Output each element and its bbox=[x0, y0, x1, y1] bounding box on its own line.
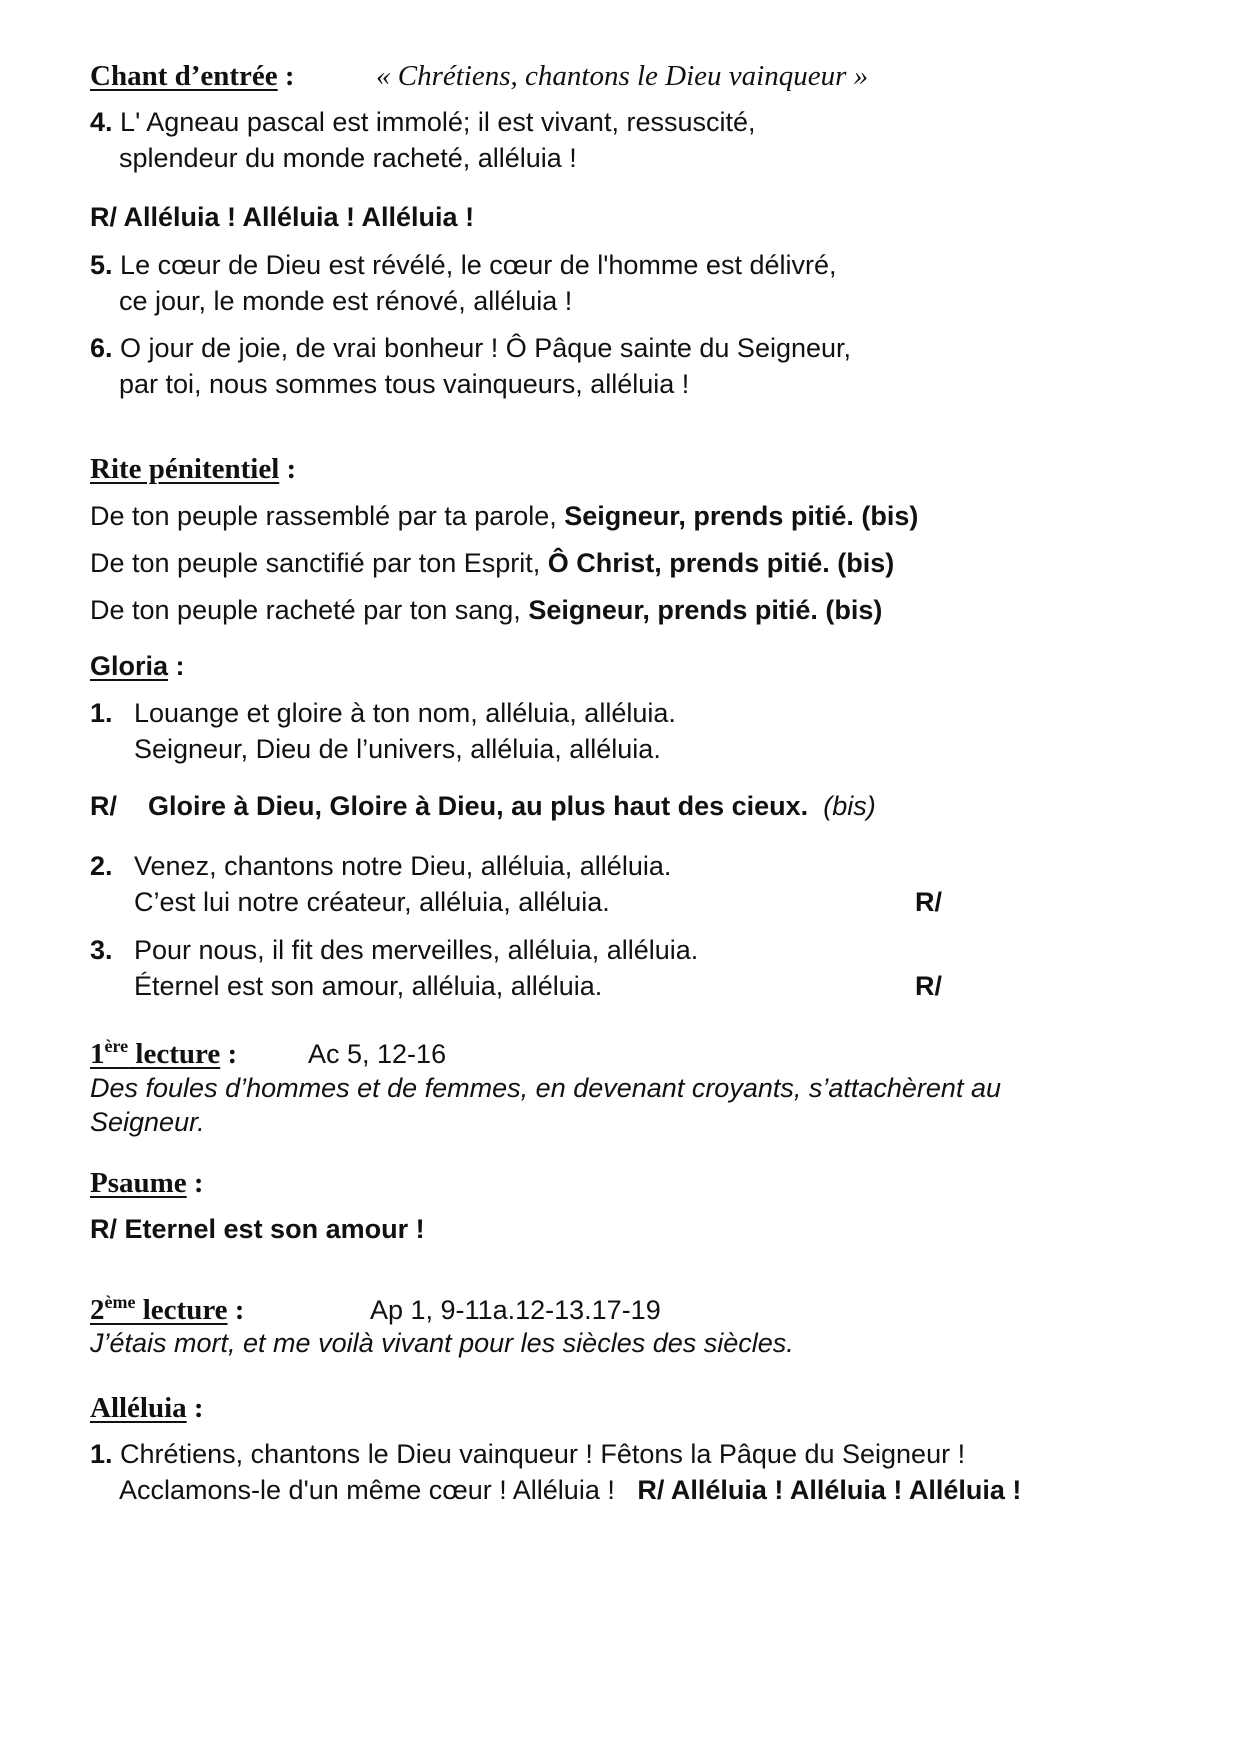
alleluia-heading bbox=[90, 1388, 1151, 1428]
verse-text: Pour nous, il fit des merveilles, alléluia, alléluia. bbox=[134, 935, 699, 965]
verse-number: 1. bbox=[90, 698, 113, 728]
lecture2-reference: Ap 1, 9-11a.12-13.17-19 bbox=[370, 1295, 661, 1325]
gloria-label: Gloria bbox=[90, 651, 169, 681]
rite-label: Rite pénitentiel bbox=[90, 453, 280, 485]
alleluia-sep: : bbox=[186, 1392, 204, 1424]
verse-text: O jour de joie, de vrai bonheur ! Ô Pâque sainte du Seigneur, bbox=[120, 333, 852, 363]
psaume-heading bbox=[90, 1163, 1151, 1203]
refrain-text: Gloire à Dieu, Gloire à Dieu, au plus haut des cieux. bbox=[148, 791, 809, 821]
rite-invocation: Seigneur, prends pitié. (bis) bbox=[528, 595, 883, 625]
verse-text: Venez, chantons notre Dieu, alléluia, alléluia. bbox=[134, 851, 672, 881]
rite-text: De ton peuple sanctifié par ton Esprit, bbox=[90, 548, 548, 578]
verse-text: Acclamons-le d'un même cœur ! Alléluia ! bbox=[119, 1475, 615, 1505]
alleluia-refrain: R/ Alléluia ! Alléluia ! Alléluia ! bbox=[637, 1475, 1022, 1505]
verse-text: L' Agneau pascal est immolé; il est vivant, ressuscité, bbox=[120, 107, 756, 137]
verse-line bbox=[90, 138, 1151, 178]
lecture2-number: 2 bbox=[90, 1294, 105, 1326]
verse-number: 3. bbox=[90, 935, 113, 965]
psaume-sep: : bbox=[186, 1167, 204, 1199]
psaume-refrain: R/ Eternel est son amour ! bbox=[90, 1214, 425, 1244]
lecture2-label bbox=[90, 1294, 228, 1326]
verse-number: 5. bbox=[90, 250, 113, 280]
verse-text: splendeur du monde racheté, alléluia ! bbox=[119, 143, 577, 173]
verse-text: Éternel est son amour, alléluia, alléluia. bbox=[134, 971, 603, 1001]
verse-line bbox=[90, 281, 1151, 321]
verse-line bbox=[90, 693, 1151, 733]
verse-text: C’est lui notre créateur, alléluia, alléluia. bbox=[134, 887, 610, 917]
gloria-heading bbox=[90, 646, 1151, 686]
verse-text: Chrétiens, chantons le Dieu vainqueur ! Fêtons la Pâque du Seigneur ! bbox=[120, 1439, 966, 1469]
chant-entree-title: « Chrétiens, chantons le Dieu vainqueur » bbox=[376, 60, 869, 92]
verse-number: 6. bbox=[90, 333, 113, 363]
lecture2-sep: : bbox=[227, 1294, 245, 1326]
lecture1-summary: Seigneur. bbox=[90, 1107, 205, 1137]
gloria-refrain bbox=[90, 786, 1151, 826]
rite-line bbox=[90, 543, 1151, 583]
verse-line bbox=[90, 102, 1151, 142]
rite-heading bbox=[90, 449, 1151, 489]
refrain-bis: (bis) bbox=[823, 791, 876, 821]
rite-line bbox=[90, 496, 1151, 536]
verse-line bbox=[90, 882, 1151, 922]
lecture1-word: lecture bbox=[128, 1038, 221, 1070]
lecture1-reference: Ac 5, 12-16 bbox=[308, 1039, 447, 1069]
verse-line bbox=[90, 729, 1151, 769]
lecture1-ordinal: ère bbox=[104, 1036, 129, 1056]
verse-number: 2. bbox=[90, 851, 113, 881]
lecture1-summary: Des foules d’hommes et de femmes, en devenant croyants, s’attachèrent au bbox=[90, 1073, 1001, 1103]
rite-text: De ton peuple rassemblé par ta parole, bbox=[90, 501, 565, 531]
verse-line bbox=[90, 846, 1151, 886]
refrain: R/ Alléluia ! Alléluia ! Alléluia ! bbox=[90, 202, 475, 232]
rite-sep: : bbox=[279, 453, 297, 485]
lecture2-word: lecture bbox=[135, 1294, 228, 1326]
verse-text: par toi, nous sommes tous vainqueurs, alléluia ! bbox=[119, 369, 690, 399]
verse-text: Louange et gloire à ton nom, alléluia, alléluia. bbox=[134, 698, 676, 728]
verse-text: ce jour, le monde est rénové, alléluia ! bbox=[119, 286, 573, 316]
lecture1-label bbox=[90, 1038, 220, 1070]
verse-line bbox=[90, 930, 1151, 970]
refrain-mark: R/ bbox=[915, 887, 942, 917]
rite-invocation: Seigneur, prends pitié. (bis) bbox=[564, 501, 919, 531]
refrain-mark: R/ bbox=[90, 791, 117, 821]
verse-number: 4. bbox=[90, 107, 113, 137]
verse-line bbox=[90, 966, 1151, 1006]
chant-entree-heading bbox=[90, 56, 1151, 96]
lecture2-summary: J’étais mort, et me voilà vivant pour les siècles des siècles. bbox=[90, 1328, 794, 1358]
refrain-mark: R/ bbox=[915, 971, 942, 1001]
verse-line bbox=[90, 245, 1151, 285]
verse-text: Le cœur de Dieu est révélé, le cœur de l'homme est délivré, bbox=[120, 250, 837, 280]
lecture1-number: 1 bbox=[90, 1038, 105, 1070]
verse-number: 1. bbox=[90, 1439, 113, 1469]
chant-entree-label: Chant d’entrée bbox=[90, 60, 278, 92]
psaume-label: Psaume bbox=[90, 1167, 187, 1199]
verse-line bbox=[90, 1434, 1151, 1474]
verse-line bbox=[90, 328, 1151, 368]
lecture2-ordinal: ème bbox=[104, 1292, 136, 1312]
verse-line bbox=[90, 1470, 1151, 1510]
gloria-sep: : bbox=[168, 651, 185, 681]
chant-entree-sep: : bbox=[277, 60, 295, 92]
rite-line bbox=[90, 590, 1151, 630]
alleluia-label: Alléluia bbox=[90, 1392, 187, 1424]
rite-invocation: Ô Christ, prends pitié. (bis) bbox=[547, 548, 895, 578]
rite-text: De ton peuple racheté par ton sang, bbox=[90, 595, 529, 625]
lecture1-sep: : bbox=[220, 1038, 238, 1070]
verse-line bbox=[90, 364, 1151, 404]
verse-text: Seigneur, Dieu de l’univers, alléluia, alléluia. bbox=[134, 734, 661, 764]
